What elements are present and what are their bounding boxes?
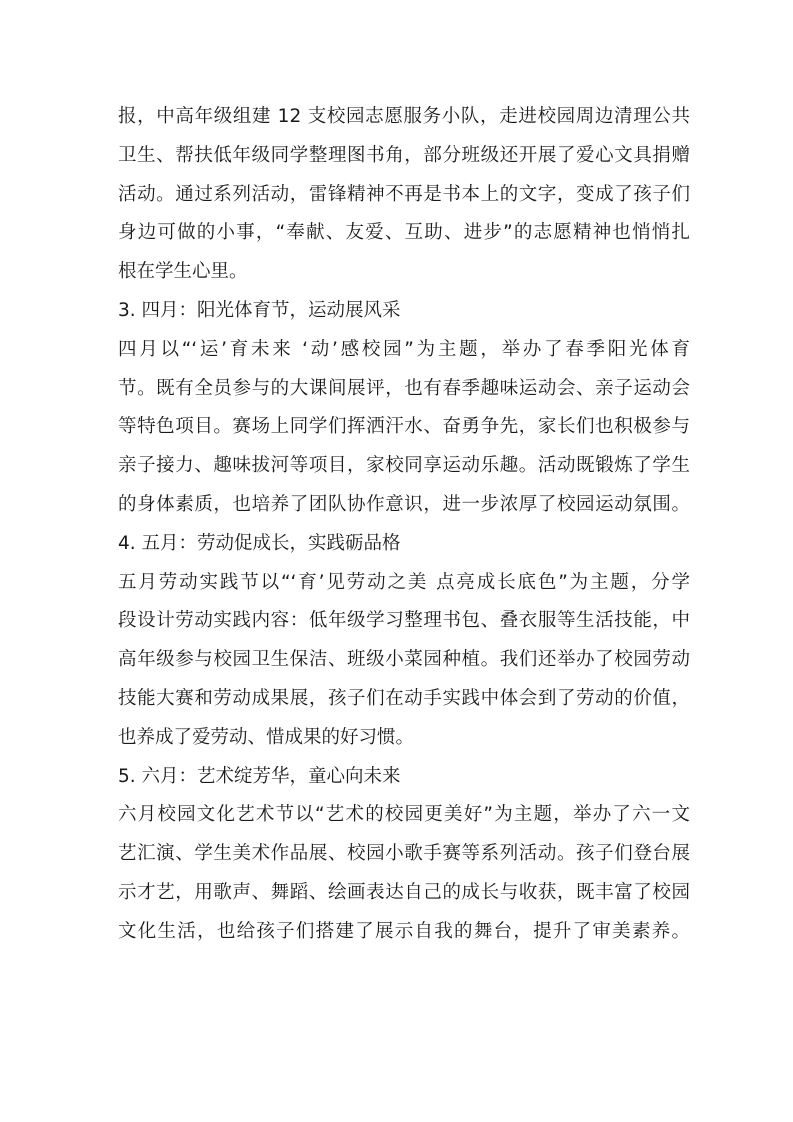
text-line: 身边可做的小事，“奉献、友爱、互助、进步”的志愿精神也悄悄扎: [118, 222, 690, 244]
paragraph-may: [118, 564, 690, 758]
text-line: 技能大赛和劳动成果展，孩子们在动手实践中体会到了劳动的价值，: [118, 687, 690, 709]
text-line: 的身体素质，也培养了团队协作意识，进一步浓厚了校园运动氛围。: [118, 493, 690, 515]
paragraph-june: [118, 796, 690, 951]
text-line: 五月劳动实践节以“‘育’见劳动之美 点亮成长底色”为主题，分学: [118, 571, 690, 593]
heading-line: 3. 四月：阳光体育节，运动展风采: [118, 299, 401, 321]
text-line: 也养成了爱劳动、惜成果的好习惯。: [118, 726, 415, 748]
text-line: 高年级参与校园卫生保洁、班级小菜园种植。我们还举办了校园劳动: [118, 649, 690, 671]
text-line: 根在学生心里。: [118, 261, 248, 283]
heading-line: 4. 五月：劳动促成长，实践砺品格: [118, 532, 401, 554]
section-heading-june: [118, 758, 690, 797]
section-heading-april: [118, 292, 690, 331]
text-line: 艺汇演、学生美术作品展、校园小歌手赛等系列活动。孩子们登台展: [118, 843, 690, 865]
text-line: 等特色项目。赛场上同学们挥洒汗水、奋勇争先，家长们也积极参与: [118, 416, 690, 438]
text-line: 四月以“‘运’育未来 ‘动’感校园”为主题，举办了春季阳光体育: [118, 338, 690, 360]
text-line: 示才艺，用歌声、舞蹈、绘画表达自己的成长与收获，既丰富了校园: [118, 881, 690, 903]
paragraph-april: [118, 331, 690, 525]
text-line: 亲子接力、趣味拔河等项目，家校同享运动乐趣。活动既锻炼了学生: [118, 455, 690, 477]
paragraph-volunteer-continuation: [118, 98, 690, 292]
document-body: [118, 98, 690, 952]
text-line: 文化生活，也给孩子们搭建了展示自我的舞台，提升了审美素养。: [118, 920, 690, 942]
text-line: 节。既有全员参与的大课间展评，也有春季趣味运动会、亲子运动会: [118, 377, 690, 399]
text-line: 活动。通过系列活动，雷锋精神不再是书本上的文字，变成了孩子们: [118, 183, 690, 205]
text-line: 段设计劳动实践内容：低年级学习整理书包、叠衣服等生活技能，中: [118, 610, 690, 632]
text-line: 卫生、帮扶低年级同学整理图书角，部分班级还开展了爱心文具捐赠: [118, 144, 690, 166]
text-line: 六月校园文化艺术节以“艺术的校园更美好”为主题，举办了六一文: [118, 804, 690, 826]
text-line: 报，中高年级组建 12 支校园志愿服务小队，走进校园周边清理公共: [118, 106, 690, 127]
heading-line: 5. 六月：艺术绽芳华，童心向未来: [118, 765, 401, 787]
section-heading-may: [118, 525, 690, 564]
